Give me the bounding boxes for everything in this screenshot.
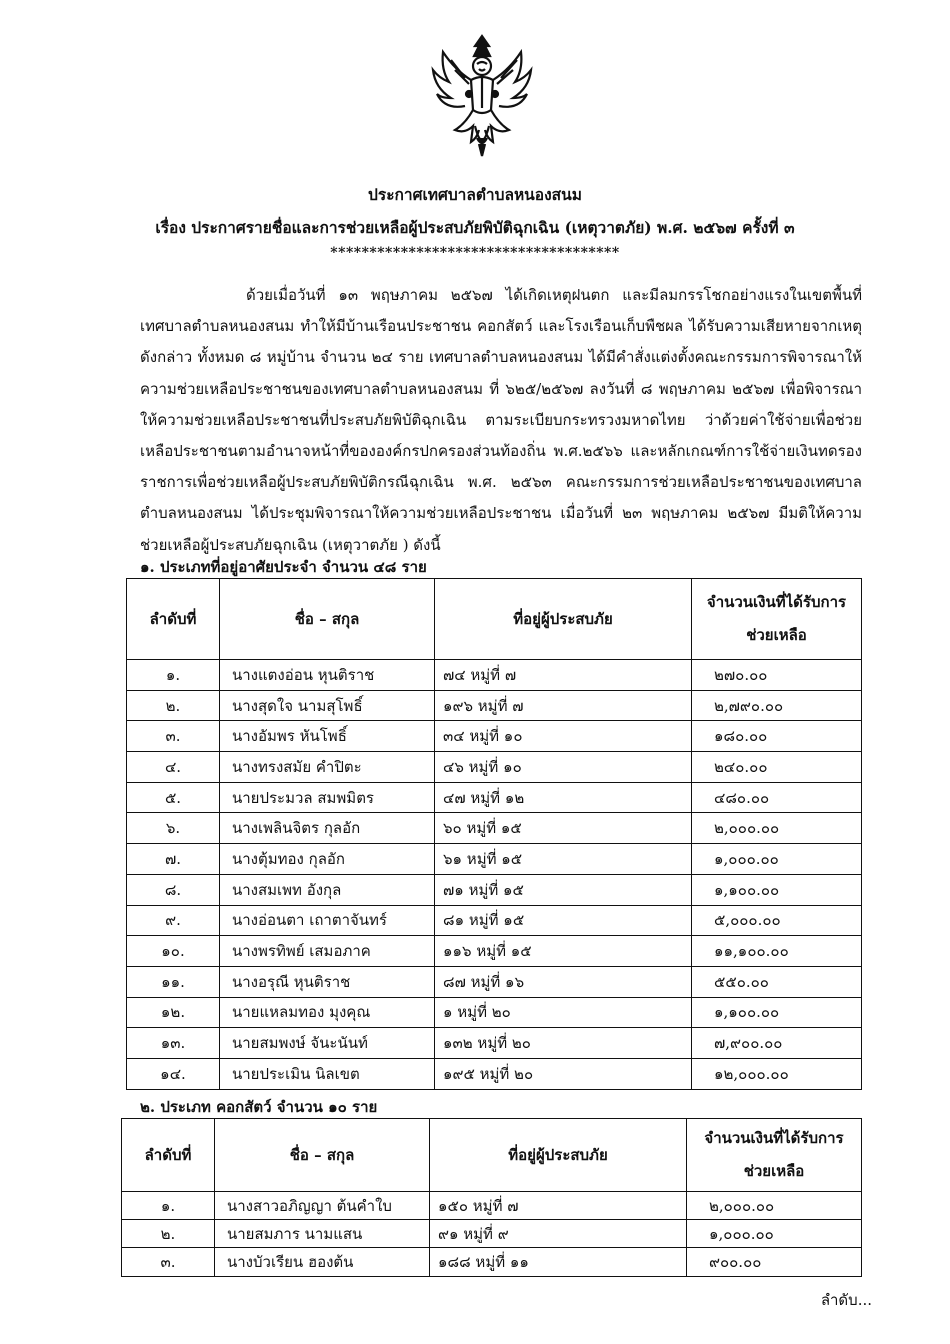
cell-amount: ๒๗๐.๐๐ [692,660,862,691]
cell-address: ๑๓๒ หมู่ที่ ๒๐ [435,1028,692,1059]
cell-amount: ๒,๐๐๐.๐๐ [692,813,862,844]
cell-name: นายสมพงษ์ จันะนันท์ [220,1028,435,1059]
col-amount-header [692,579,862,660]
cell-name: นายสมภาร นามแสน [215,1220,430,1248]
body-paragraph: ด้วยเมื่อวันที่ ๑๓ พฤษภาคม ๒๕๖๗ ได้เกิดเหตุฝนตก และมีลมกรรโชกอย่างแรงในเขตพื้นที่เทศบาลตำบลหนองสนม ทำให้มีบ้านเรือนประชาชน คอกสัตว์ และโรงเรือนเก็บพืชผล ได้รับความเสียหายจากเหตุดังกล่าว ทั้งหมด ๘ หมู่บ้าน จำนวน ๒๔ ราย เทศบาลตำบลหนองสนม ได้มีคำสั่งแต่งตั้งคณะกรรมการพิจารณาให้ความช่วยเหลือประชาชนของเทศบาลตำบลหนองสนม ที่ ๖๒๕/๒๕๖๗ ลงวันที่ ๘ พฤษภาคม ๒๕๖๗ เพื่อพิจารณาให้ความช่วยเหลือประชาชนที่ประสบภัยพิบัติฉุกเฉิน ตามระเบียบกระทรวงมหาดไทย ว่าด้วยค่าใช้จ่ายเพื่อช่วยเหลือประชาชนตามอำนาจหน้าที่ขององค์กรปกครองส่วนท้องถิ่น พ.ศ.๒๕๖๖ และหลักเกณฑ์การใช้จ่ายเงินทดรองราชการเพื่อช่วยเหลือผู้ประสบภัยพิบัติกรณีฉุกเฉิน พ.ศ. ๒๕๖๓ คณะกรรมการช่วยเหลือประชาชนของเทศบาลตำบลหนองสนม ได้ประชุมพิจารณาให้ความช่วยเหลือประชาชน เมื่อวันที่ ๒๓ พฤษภาคม ๒๕๖๗ มีมติให้ความช่วยเหลือผู้ประสบภัยฉุกเฉิน (เหตุวาตภัย ) ดังนี้ [140,286,862,554]
cell-name: นางทรงสมัย คำปิตะ [220,752,435,783]
cell-no: ๒. [122,1220,215,1248]
cell-amount: ๔๘๐.๐๐ [692,782,862,813]
cell-amount: ๑,๑๐๐.๐๐ [692,997,862,1028]
section1-table [126,578,862,1090]
cell-no: ๑๒. [127,997,220,1028]
table-row [127,752,862,783]
section1-table-body [127,660,862,1090]
cell-address: ๙๑ หมู่ที่ ๙ [430,1220,687,1248]
cell-no: ๑๑. [127,966,220,997]
cell-no: ๑๐. [127,936,220,967]
section2-table-body [122,1192,862,1277]
col-amount-header-line1: จำนวนเงินที่ได้รับการ [704,1129,844,1147]
cell-no: ๔. [127,752,220,783]
table-row [127,905,862,936]
cell-no: ๒. [127,690,220,721]
garuda-emblem-icon [425,30,540,158]
separator-line: ************************************* [330,245,620,261]
cell-address: ๖๑ หมู่ที่ ๑๕ [435,844,692,875]
cell-no: ๑. [122,1192,215,1220]
cell-no: ๑. [127,660,220,691]
table-header-row [127,579,862,660]
col-amount-header-line2: ช่วยเหลือ [743,1162,805,1180]
continued-note: ลำดับ... [820,1291,872,1309]
body-paragraph-block [140,280,862,561]
table-row [127,1028,862,1059]
cell-no: ๓. [127,721,220,752]
cell-amount: ๑,๐๐๐.๐๐ [687,1220,862,1248]
table-row [127,782,862,813]
cell-name: นางแตงอ่อน หุนติราช [220,660,435,691]
cell-amount: ๑๑,๑๐๐.๐๐ [692,936,862,967]
cell-name: นางอัมพร หันโพธิ์ [220,721,435,752]
cell-address: ๔๗ หมู่ที่ ๑๒ [435,782,692,813]
cell-address: ๑๑๖ หมู่ที่ ๑๕ [435,936,692,967]
cell-amount: ๕,๐๐๐.๐๐ [692,905,862,936]
cell-address: ๑๙๕ หมู่ที่ ๒๐ [435,1058,692,1089]
cell-name: นางพรทิพย์ เสมอภาค [220,936,435,967]
cell-name: นางตุ้มทอง กุลอัก [220,844,435,875]
cell-amount: ๗,๙๐๐.๐๐ [692,1028,862,1059]
cell-amount: ๑,๑๐๐.๐๐ [692,874,862,905]
col-no-header: ลำดับที่ [122,1119,215,1192]
section1-heading: ๑. ประเภทที่อยู่อาศัยประจำ จำนวน ๔๘ ราย [140,558,427,576]
cell-amount: ๑,๐๐๐.๐๐ [692,844,862,875]
cell-address: ๘๑ หมู่ที่ ๑๕ [435,905,692,936]
cell-address: ๑๘๘ หมู่ที่ ๑๑ [430,1248,687,1276]
org-title: ประกาศเทศบาลตำบลหนองสนม [368,185,582,204]
cell-address: ๖๐ หมู่ที่ ๑๕ [435,813,692,844]
col-no-header: ลำดับที่ [127,579,220,660]
cell-no: ๑๔. [127,1058,220,1089]
cell-name: นางเพลินจิตร กุลอัก [220,813,435,844]
table-row [127,660,862,691]
cell-name: นางสาวอภิญญา ต้นคำใบ [215,1192,430,1220]
table-row [127,997,862,1028]
cell-amount: ๕๕๐.๐๐ [692,966,862,997]
cell-address: ๗๔ หมู่ที่ ๗ [435,660,692,691]
cell-name: นางอรุณี หุนติราช [220,966,435,997]
table-header-row [122,1119,862,1192]
section2-heading: ๒. ประเภท คอกสัตว์ จำนวน ๑๐ ราย [140,1098,378,1116]
cell-no: ๓. [122,1248,215,1276]
table-row [122,1248,862,1276]
cell-address: ๗๑ หมู่ที่ ๑๕ [435,874,692,905]
col-name-header: ชื่อ – สกุล [215,1119,430,1192]
cell-name: นางสุดใจ นามสุโพธิ์ [220,690,435,721]
cell-no: ๑๓. [127,1028,220,1059]
col-address-header: ที่อยู่ผู้ประสบภัย [430,1119,687,1192]
cell-amount: ๙๐๐.๐๐ [687,1248,862,1276]
cell-name: นายแหลมทอง มุงคุณ [220,997,435,1028]
table-row [122,1220,862,1248]
col-amount-header-line1: จำนวนเงินที่ได้รับการ [706,593,847,611]
cell-amount: ๑๒,๐๐๐.๐๐ [692,1058,862,1089]
announcement-subject: เรื่อง ประกาศรายชื่อและการช่วยเหลือผู้ประสบภัยพิบัติฉุกเฉิน (เหตุวาตภัย) พ.ศ. ๒๕๖๗ ครั้งที่ ๓ [155,218,795,237]
table-row [127,874,862,905]
col-amount-header [687,1119,862,1192]
table-row [127,844,862,875]
cell-no: ๘. [127,874,220,905]
cell-amount: ๑๘๐.๐๐ [692,721,862,752]
col-address-header: ที่อยู่ผู้ประสบภัย [435,579,692,660]
cell-amount: ๒,๗๙๐.๐๐ [692,690,862,721]
cell-address: ๘๗ หมู่ที่ ๑๖ [435,966,692,997]
cell-no: ๙. [127,905,220,936]
cell-address: ๔๖ หมู่ที่ ๑๐ [435,752,692,783]
cell-address: ๓๔ หมู่ที่ ๑๐ [435,721,692,752]
table-row [127,690,862,721]
cell-name: นางอ่อนตา เถาตาจันทร์ [220,905,435,936]
cell-amount: ๒,๐๐๐.๐๐ [687,1192,862,1220]
table-row [122,1192,862,1220]
cell-name: นายประเมิน นิลเขต [220,1058,435,1089]
cell-amount: ๒๔๐.๐๐ [692,752,862,783]
cell-name: นางบัวเรียน ฮองต้น [215,1248,430,1276]
table-row [127,813,862,844]
col-name-header: ชื่อ – สกุล [220,579,435,660]
cell-name: นางสมเพท อังกุล [220,874,435,905]
table-row [127,1058,862,1089]
cell-address: ๑๙๖ หมู่ที่ ๗ [435,690,692,721]
table-row [127,966,862,997]
cell-no: ๖. [127,813,220,844]
col-amount-header-line2: ช่วยเหลือ [746,626,807,644]
cell-address: ๑ หมู่ที่ ๒๐ [435,997,692,1028]
cell-name: นายประมวล สมพมิตร [220,782,435,813]
table-row [127,721,862,752]
cell-no: ๗. [127,844,220,875]
cell-no: ๕. [127,782,220,813]
section2-table [121,1118,862,1277]
cell-address: ๑๕๐ หมู่ที่ ๗ [430,1192,687,1220]
table-row [127,936,862,967]
